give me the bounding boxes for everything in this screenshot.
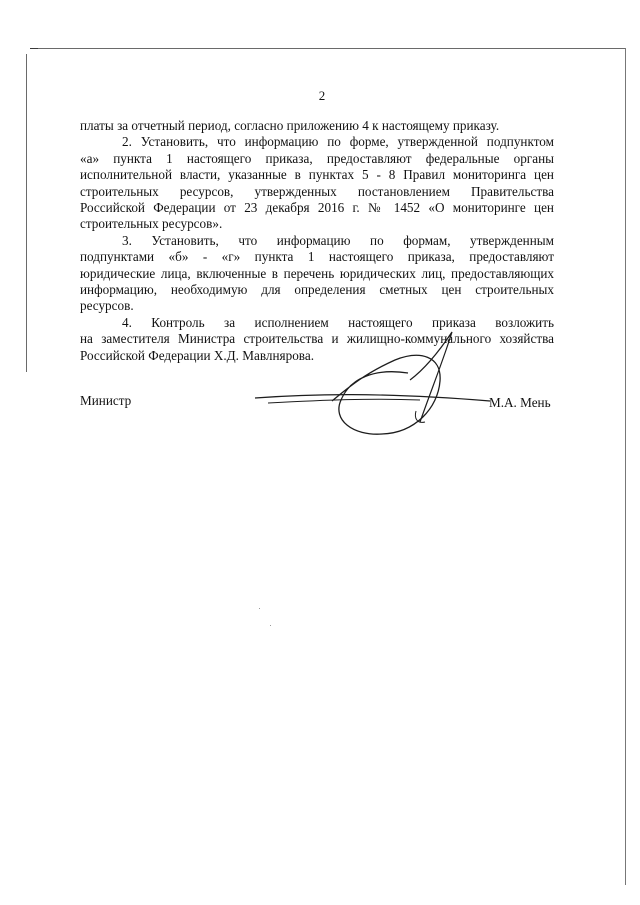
scan-border-top — [30, 48, 626, 49]
paragraph-3-line-5: ресурсов. — [80, 298, 134, 314]
paragraph-2-line-3: исполнительной власти, указанные в пунктах 5 - 8 Правил мониторинга цен — [80, 167, 554, 183]
paragraph-2-line-2: «а» пункта 1 настоящего приказа, предоставляют федеральные органы — [80, 150, 554, 166]
scan-border-left — [26, 54, 27, 372]
paragraph-3-line-3: юридические лица, включенные в перечень юридических лиц, предоставляющих — [80, 265, 554, 281]
scan-speck — [270, 625, 271, 626]
signer-title: Министр — [80, 393, 132, 408]
paragraph-4-line-2: на заместителя Министра строительства и жилищно-коммунального хозяйства — [80, 331, 554, 347]
paragraph-3-line-1: 3. Установить, что информацию по формам, утвержденным — [122, 232, 554, 248]
page-number: 2 — [318, 88, 326, 103]
paragraph-2-line-6: строительных ресурсов». — [80, 216, 223, 232]
paragraph-2-line-5: Российской Федерации от 23 декабря 2016 г. № 1452 «О мониторинге цен — [80, 200, 554, 216]
paragraph-4-line-3: Российской Федерации Х.Д. Мавлнярова. — [80, 347, 314, 363]
handwritten-signature — [250, 328, 500, 448]
paragraph-3-line-4: информацию, необходимую для определения сметных цен строительных — [80, 282, 554, 298]
scan-border-tick — [30, 48, 38, 49]
paragraph-4-line-1: 4. Контроль за исполнением настоящего приказа возложить — [122, 314, 554, 330]
paragraph-2-line-4: строительных ресурсов, утвержденных постановлением Правительства — [80, 183, 554, 199]
paragraph-continuation: платы за отчетный период, согласно приложению 4 к настоящему приказу. — [80, 118, 500, 133]
paragraph-3-line-2: подпунктами «б» - «г» пункта 1 настоящего приказа, предоставляют — [80, 249, 554, 265]
scan-speck — [259, 608, 260, 609]
signer-name: М.А. Мень — [489, 395, 551, 410]
scan-border-right — [625, 48, 626, 885]
paragraph-2-line-1: 2. Установить, что информацию по форме, утвержденной подпунктом — [122, 134, 554, 150]
